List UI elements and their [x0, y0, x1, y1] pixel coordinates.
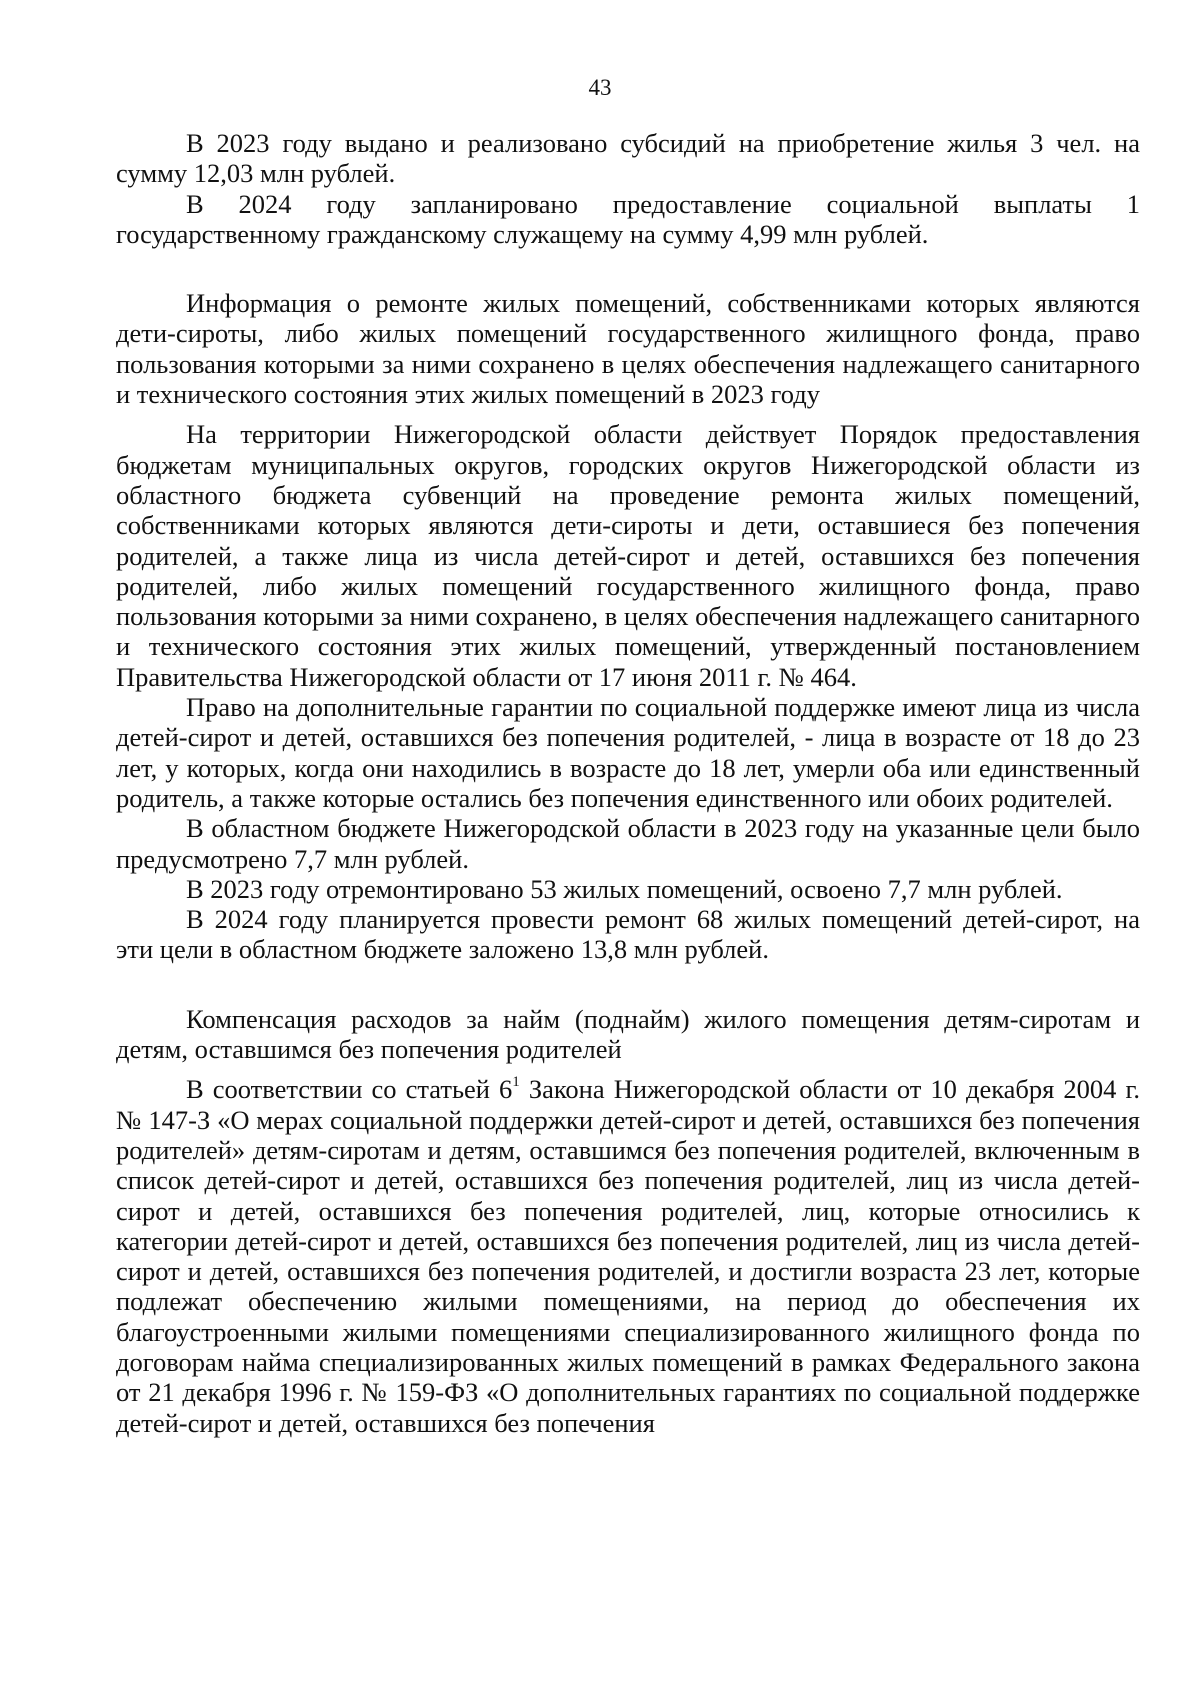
article-superscript: 1	[512, 1074, 520, 1091]
paragraph-compensation-law	[116, 1074, 1140, 1438]
paragraph-additional-guarantees: Право на дополнительные гарантии по социальной поддержке имеют лица из числа детей-сирот и детей, оставшихся без попечения родителей, - лица в возрасте от 18 до 23 лет, у которых, когда они находились в возрасте до 18 лет, умерли оба или единственный родитель, а также которые остались без попечения единственного или обоих родителей.	[116, 692, 1140, 813]
paragraph-repaired-2023: В 2023 году отремонтировано 53 жилых помещений, освоено 7,7 млн рублей.	[186, 873, 1063, 904]
paragraph-subsidies-2023: В 2023 году выдано и реализовано субсидий на приобретение жилья 3 чел. на сумму 12,03 млн рублей.	[116, 128, 1140, 189]
paragraph-budget-2023: В областном бюджете Нижегородской области в 2023 году на указанные цели было предусмотрено 7,7 млн рублей.	[116, 813, 1140, 874]
law-text-continuation: Закона Нижегородской области от 10 декабря 2004 г. № 147-З «О мерах социальной поддержки детей-сирот и детей, оставшихся без попечения родителей» детям-сиротам и детям, оставшимся без попечения родителей, включенным в список детей-сирот и детей, оставшихся без попечения родителей, лиц из числа детей-сирот и детей, оставшихся без попечения родителей, лиц, которые относились к категории детей-сирот и детей, оставшихся без попечения родителей, лиц из числа детей-сирот и детей, оставшихся без попечения родителей, и достигли возраста 23 лет, которые подлежат обеспечению жилыми помещениями, на период до обеспечения их благоустроенными жилыми помещениями специализированного жилищного фонда по договорам найма специализированных жилых помещений в рамках Федерального закона от 21 декабря 1996 г. № 159-ФЗ «О дополнительных гарантиях по социальной поддержке детей-сирот и детей, оставшихся без попечения	[116, 1074, 1140, 1438]
page-number: 43	[588, 75, 612, 100]
section-heading-repair: Информация о ремонте жилых помещений, собственниками которых являются дети-сироты, либо жилых помещений государственного жилищного фонда, право пользования которыми за ними сохранено в целях обеспечения надлежащего санитарного и технического состояния этих жилых помещений в 2023 году	[116, 288, 1140, 410]
paragraph-repair-procedure: На территории Нижегородской области действует Порядок предоставления бюджетам муниципальных округов, городских округов Нижегородской области из областного бюджета субвенций на проведение ремонта жилых помещений, собственниками которых являются дети-сироты и дети, оставшиеся без попечения родителей, а также лица из числа детей-сирот и детей, оставшихся без попечения родителей, либо жилых помещений государственного жилищного фонда, право пользования которыми за ними сохранено, в целях обеспечения надлежащего санитарного и технического состояния этих жилых помещений, утвержденный постановлением Правительства Нижегородской области от 17 июня 2011 г. № 464.	[116, 419, 1140, 692]
paragraph-plan-2024: В 2024 году запланировано предоставление социальной выплаты 1 государственному гражданскому служащему на сумму 4,99 млн рублей.	[116, 188, 1140, 249]
document-body	[116, 128, 1140, 1438]
section-heading-compensation: Компенсация расходов за найм (поднайм) жилого помещения детям-сиротам и детям, оставшимся без попечения родителей	[116, 1003, 1140, 1065]
law-text-start: В соответствии со статьей 6	[186, 1074, 513, 1105]
paragraph-repair-plan-2024: В 2024 году планируется провести ремонт 68 жилых помещений детей-сирот, на эти цели в областном бюджете заложено 13,8 млн рублей.	[116, 904, 1140, 965]
